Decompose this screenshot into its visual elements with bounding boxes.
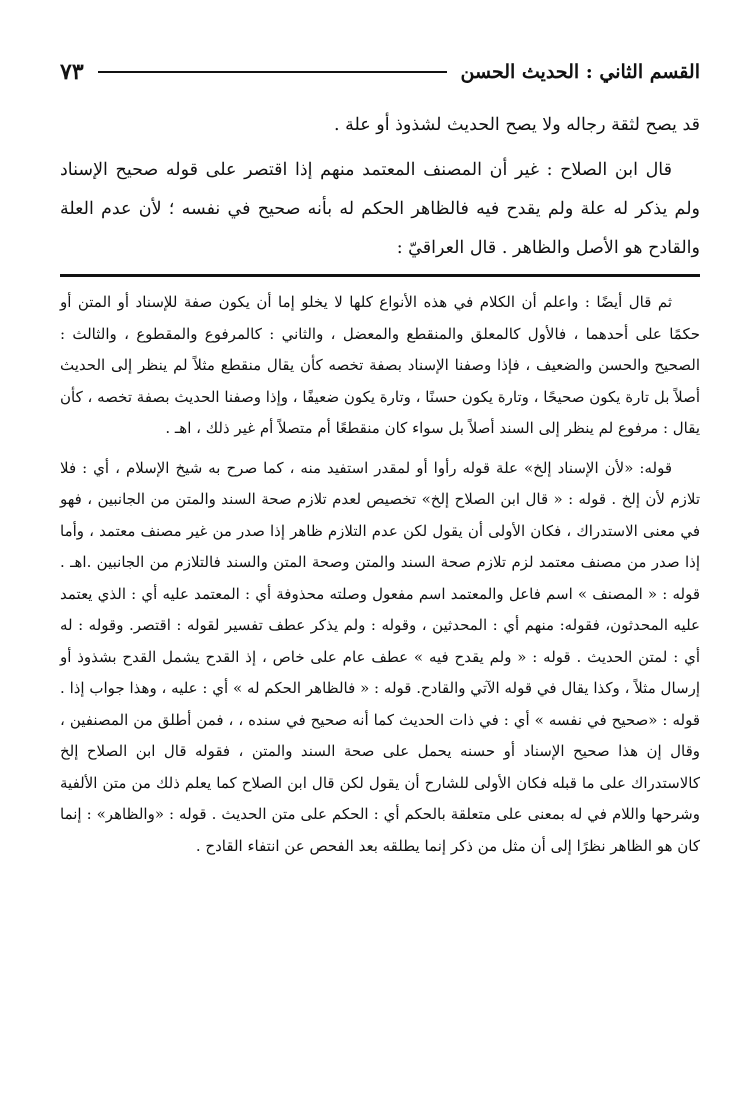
main-paragraph-1: قد يصح لثقة رجاله ولا يصح الحديث لشذوذ أو علة . (333, 115, 700, 135)
note-paragraph-1: ثم قال أيضًا : واعلم أن الكلام في هذه الأنواع كلها لا يخلو إما أن يكون صفة للإسناد أو المتن أو حكمًا على أحدهما ، فالأول كالمعلق والمنقطع والمعضل ، والثاني : كالمرفوع والمقطوع ، والثالث : الصحيح والحسن والضعيف ، فإذا وصفنا الإسناد بصفة تخصه كأن يقال منقطع مثلاً لم ينظر إلى الحديث أصلاً بل تارة يكون صحيحًا ، وتارة يكون حسنًا ، وتارة يكون ضعيفًا ، وإذا وصفنا الحديث بصفة تخصه ، كأن يقال : مرفوع لم ينظر إلى السند أصلاً بل سواء كان منقطعًا أم متصلاً أم غير ذلك ، اهـ . (60, 293, 700, 437)
page-number: ٧٣ (60, 59, 84, 85)
note-paragraph-2: قوله: «لأن الإسناد إلخ» علة قوله رأوا أو لمقدر استفيد منه ، كما صرح به شيخ الإسلام ، أي : فلا تلازم لأن إلخ . قوله : « قال ابن الصلاح إلخ» تخصيص لعدم تلازم صحة السند والمتن من الجانبين ، فهو في معنى الاستدراك ، فكان الأولى أن يقول لكن عدم التلازم ظاهر إذا صدر من غير مصنف معتمد ، وأما إذا صدر من مصنف معتمد لزم تلازم صحة السند والمتن وصحة المتن والسند فالتلازم من الجانبين .اهـ . قوله : « المصنف » اسم فاعل والمعتمد اسم مفعول وصلته محذوفة أي : المعتمد عليه أي : الذي يعتمد عليه المحدثون، فقوله: منهم أي : المحدثين ، وقوله : ولم يذكر عطف تفسير لقوله : اقتصر. وقوله : له أي : لمتن الحديث . قوله : « ولم يقدح فيه » عطف عام على خاص ، إذ القدح يشمل القدح بشذوذ أو إرسال مثلاً ، وكذا يقال في قوله الآتي والقادح. قوله : « فالظاهر الحكم له » أي : عليه ، وهذا جواب إذا . قوله : «صحيح في نفسه » أي : في ذات الحديث كما أنه صحيح في سنده ، ، فمن أطلق من المصنفين ، وقال إن هذا صحيح الإسناد أو حسنه يحمل على صحة السند والمتن ، فقوله قال ابن الصلاح إلخ كالاستدراك على ما قبله فكان الأولى للشارح أن يقول لكن قال ابن الصلاح كما يعلم ذلك من متن الألفية وشرحها واللام في له بمعنى على متعلقة بالحكم أي : الحكم على متن الحديث . قوله : «والظاهر» : إنما كان هو الظاهر نظرًا إلى أن مثل من ذكر إنما يطلقه بعد الفحص عن انتفاء القادح . (60, 458, 700, 855)
main-paragraph-2: قال ابن الصلاح : غير أن المصنف المعتمد منهم إذا اقتصر على قوله صحيح الإسناد ولم يذكر له علة ولم يقدح فيه فالظاهر الحكم له بأنه صحيح في نفسه ؛ لأن عدم العلة والقادح هو الأصل والظاهر . قال العراقيّ : (60, 160, 700, 258)
commentary-notes (60, 287, 700, 862)
running-header (60, 52, 700, 92)
main-text (60, 106, 700, 268)
book-page (60, 52, 700, 1072)
footnote-separator (60, 274, 700, 277)
chapter-title: القسم الثاني : الحديث الحسن (460, 61, 700, 83)
header-rule (98, 71, 447, 73)
